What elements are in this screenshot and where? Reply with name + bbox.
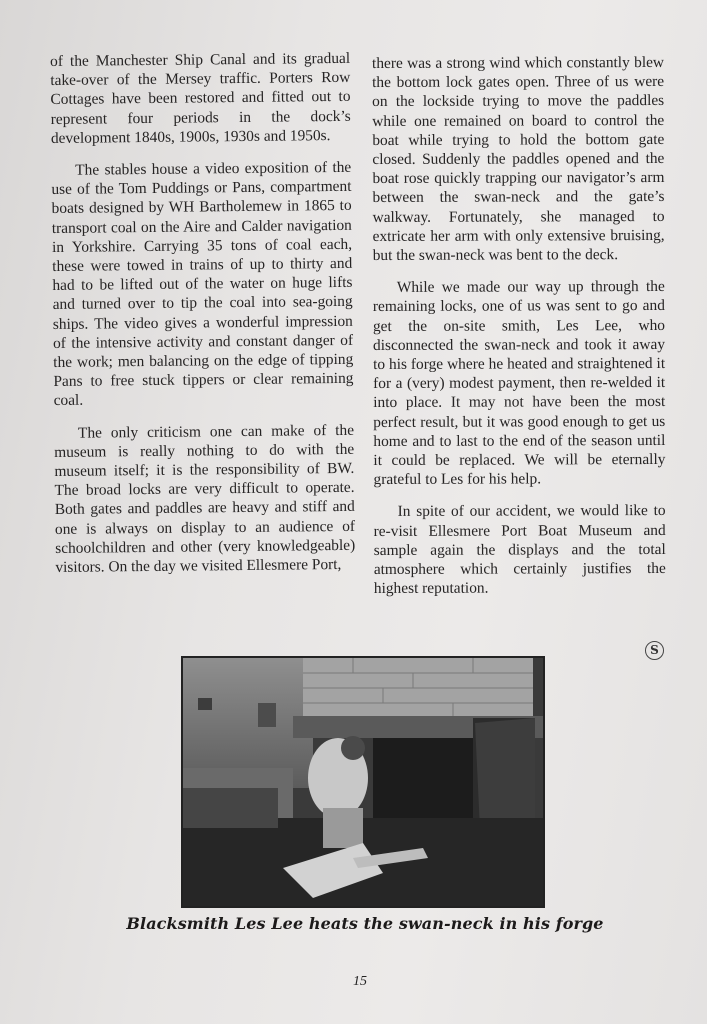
forge-photo-illustration: [183, 658, 543, 906]
text-column-left: [50, 49, 356, 590]
page-number: 15: [353, 974, 367, 989]
photo-caption: Blacksmith Les Lee heats the swan-neck in his forge: [126, 914, 604, 933]
paragraph: In spite of our accident, we would like to re-visit Ellesmere Port Boat Museum and sample again the displays and the total atmosphere which certainly justifies the highest reputation.: [373, 502, 666, 598]
paragraph: The stables house a video exposition of the use of the Tom Puddings or Pans, compartment boats designed by WH Bartholemew in 1865 to transport coal on the Aire and Calder navigation in Yorkshire. Carrying 35 tons of coal each, these were towed in trains of up to thirty and had to be lifted out of the water on huge lifts and turned over to tip the coal into sea-going ships. The video gives a wonderful impression of the intensive activity and constant danger of the work; men balancing on the edge of tipping Pans to free stuck tippers or clear remaining coal.: [51, 158, 354, 410]
paragraph: there was a strong wind which constantly blew the bottom lock gates open. Three of us were on the lockside trying to move the paddles while one remained on board to control the boat while trying to hold the bottom gate closed. Suddenly the paddles opened and the boat rose quickly trapping our navigator’s arm between the swan-neck and the gate’s walkway. Fortunately, she managed to extricate her arm with only extensive bruising, but the swan-neck was bent to the deck.: [372, 53, 665, 265]
paragraph: The only criticism one can make of the museum is really nothing to do with the museum itself; it is the responsibility of BW. The broad locks are very difficult to operate. Both gates and paddles are heavy and stiff and one is always on display to an audience of schoolchildren and other (very knowledgeable) visitors. On the day we visited Ellesmere Port,: [54, 421, 356, 577]
blacksmith-photo: [181, 656, 545, 908]
end-of-article-symbol: S: [645, 641, 664, 660]
paragraph: of the Manchester Ship Canal and its gradual take-over of the Mersey traffic. Porters Row Cottages have been restored and fitted out to represent four periods in the dock’s development 1840s, 1900s, 1930s and 1950s.: [50, 49, 351, 147]
paragraph: While we made our way up through the remaining locks, one of us was sent to go and get the on-site smith, Les Lee, who disconnected the swan-neck and took it away to his forge where he heated and straightened it for a (very) modest payment, then re-welded it into place. It may not have been the most perfect result, but it was good enough to get us home and to last to the end of the season until it could be replaced. We will be eternally grateful to Les for his help.: [372, 278, 666, 489]
text-column-right: [372, 53, 666, 612]
